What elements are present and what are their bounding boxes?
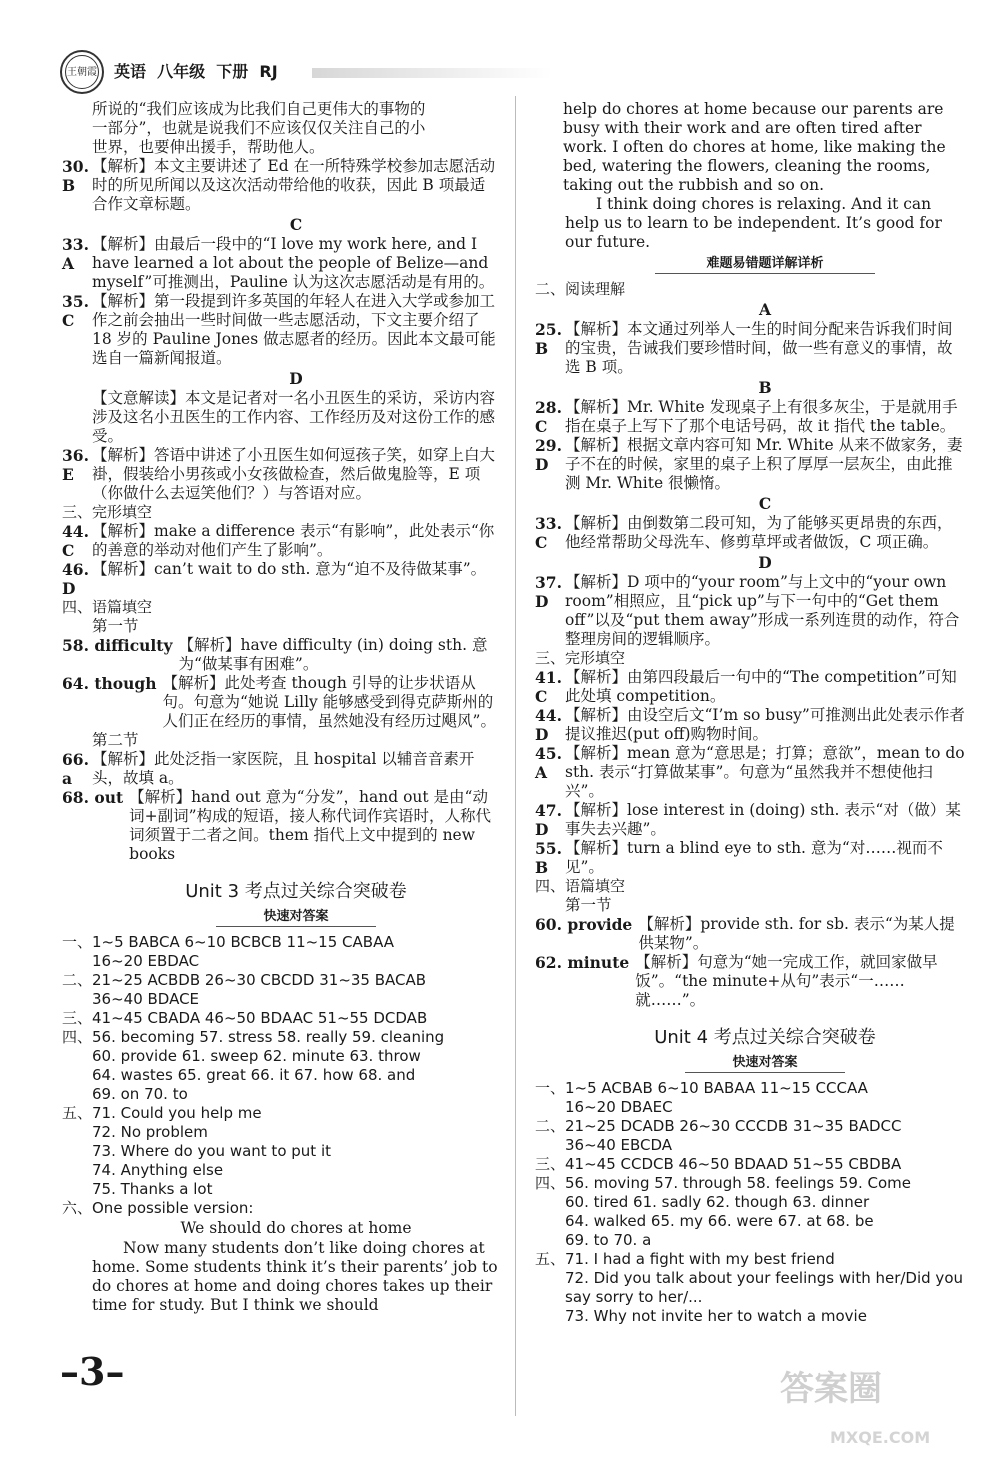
- answer-item: [62, 292, 500, 368]
- answer-key-line: 69. to 70. a: [565, 1231, 652, 1249]
- answer-number: 58. difficulty: [62, 636, 173, 655]
- answer-item: [62, 788, 500, 864]
- answer-key-line: 73. Where do you want to put it: [92, 1142, 331, 1160]
- answer-explanation: 【解析】根据文章内容可知 Mr. White 从来不做家务，妻子不在的时候，家里的桌子上积了厚厚一层灰尘，由此推测 Mr. White 很懒惰。: [565, 436, 963, 492]
- answer-key-line: 二、21~25 DCADB 26~30 CCCDB 31~35 BADCC: [535, 1117, 902, 1135]
- answer-item: [535, 915, 965, 953]
- answer-key-line: 36~40 BDACE: [92, 990, 200, 1008]
- answer-key-line: 73. Why not invite her to watch a movie: [565, 1307, 867, 1325]
- answer-item: [62, 157, 500, 214]
- answer-explanation: 【解析】turn a blind eye to sth. 意为“对……视而不见”。: [565, 839, 943, 876]
- answer-number: 33. A: [62, 235, 89, 273]
- answer-explanation: 【解析】由倒数第二段可知，为了能够买更昂贵的东西，他经常帮助父母洗车、修剪草坪或者做饭，C 项正确。: [565, 514, 953, 551]
- section-letter: C: [289, 215, 303, 234]
- answer-key-line: 三、41~45 CBADA 46~50 BDAAC 51~55 DCDAB: [62, 1009, 428, 1027]
- answer-key-line: 60. provide 61. sweep 62. minute 63. throw: [92, 1047, 421, 1065]
- answer-item: [535, 706, 965, 744]
- left-column: [62, 100, 500, 1315]
- text-line: 所说的“我们应该成为比我们自己更伟大的事物的: [92, 100, 426, 118]
- page-number: –3–: [60, 1349, 125, 1394]
- answer-number: 30. B: [62, 157, 89, 195]
- answer-key-line: 四、56. becoming 57. stress 58. really 59. cleaning: [62, 1028, 445, 1046]
- answer-item: [535, 744, 965, 801]
- subsection-heading: 第一节: [565, 896, 612, 914]
- answer-item: [62, 235, 500, 292]
- section-letter: A: [758, 300, 772, 319]
- answer-explanation: 【解析】provide sth. for sb. 表示“为某人提供某物”。: [638, 915, 955, 952]
- header-decoration: [312, 68, 552, 78]
- answer-number: 28. C: [535, 398, 562, 436]
- answer-number: 41. C: [535, 668, 562, 706]
- answer-number: 35. C: [62, 292, 89, 330]
- answer-explanation: 【解析】hand out 意为“分发”，hand out 是由“动词+副词”构成的短语，接人称代词作宾语时，人称代词须置于二者之间。them 指代上文中提到的 new books: [129, 788, 492, 863]
- section-letter: B: [758, 378, 772, 397]
- answer-explanation: 【解析】此处泛指一家医院，且 hospital 以辅音音素开头，故填 a。: [92, 750, 475, 787]
- answer-explanation: 【解析】can’t wait to do sth. 意为“迫不及待做某事”。: [92, 560, 487, 578]
- answer-key-line: 五、71. I had a fight with my best friend: [535, 1250, 835, 1268]
- essay-paragraph: help do chores at home because our parents are busy with their work and are often tired after work. I often do chores at home, like making the bed, watering the flowers, cleaning the rooms, taking out the rubbish and so on.: [563, 100, 946, 194]
- answer-number: 33. C: [535, 514, 562, 552]
- answer-explanation: 【解析】由设空后文“I’m so busy”可推测出此处表示作者提议推迟(put off)购物时间。: [565, 706, 965, 743]
- text-line: 一部分”，也就是说我们不应该仅仅关注自己的小: [92, 119, 426, 137]
- answer-key-line: 60. tired 61. sadly 62. though 63. dinner: [565, 1193, 870, 1211]
- answer-key-line: 64. wastes 65. great 66. it 67. how 68. and: [92, 1066, 416, 1084]
- answer-item: [535, 573, 965, 649]
- section-heading: 三、完形填空: [535, 649, 626, 667]
- section-heading: 四、语篇填空: [62, 598, 153, 616]
- answer-item: [535, 514, 965, 552]
- answer-explanation: 【解析】have difficulty (in) doing sth. 意为“做某事有困难”。: [178, 636, 488, 673]
- answer-key-line: 69. on 70. to: [92, 1085, 188, 1103]
- answer-explanation: 【解析】lose interest in (doing) sth. 表示“对（做）某事失去兴趣”。: [565, 801, 961, 838]
- answer-explanation: 【解析】句意为“她一完成工作，就回家做早饭”。“the minute+从句”表示“一……就……”。: [635, 953, 938, 1009]
- section-heading: 四、语篇填空: [535, 877, 626, 895]
- answer-key-line: 74. Anything else: [92, 1161, 224, 1179]
- answer-number: 47. D: [535, 801, 562, 839]
- answer-explanation: 【解析】由最后一段中的“I love my work here, and I have learned a lot about the people of Belize—and myself”可推测出，Pauline 认为这次志愿活动是有用的。: [92, 235, 495, 291]
- watermark-logo: 答案圈: [780, 1369, 882, 1409]
- answer-item: [62, 446, 500, 503]
- unit-title: Unit 4 考点过关综合突破卷: [654, 1027, 876, 1048]
- section-letter: C: [758, 494, 772, 513]
- answer-number: 60. provide: [535, 915, 633, 934]
- passage-note: 【文意解读】本文是记者对一名小丑医生的采访，采访内容涉及这名小丑医生的工作内容、工作经历及对这份工作的感受。: [92, 389, 496, 445]
- section-heading: 二、阅读理解: [535, 280, 626, 298]
- answer-key-line: 72. No problem: [92, 1123, 208, 1141]
- answer-key: [62, 933, 500, 1218]
- answer-item: [62, 750, 500, 788]
- answer-item: [535, 320, 965, 377]
- section-heading: 三、完形填空: [62, 503, 153, 521]
- column-divider: [515, 96, 516, 1416]
- answer-number: 66. a: [62, 750, 89, 788]
- answer-explanation: 【解析】mean 意为“意思是；打算；意欲”，mean to do sth. 表示“打算做某事”。句意为“虽然我并不想使他扫兴”。: [565, 744, 965, 800]
- answer-key: [535, 1079, 965, 1326]
- answer-explanation: 【解析】Mr. White 发现桌子上有很多灰尘，于是就用手指在桌子上写下了那个电话号码，故 it 指代 the table。: [565, 398, 958, 435]
- answer-explanation: 【解析】本文通过列举人一生的时间分配来告诉我们时间的宝贵，告诫我们要珍惜时间，做一些有意义的事情，故选 B 项。: [565, 320, 953, 376]
- unit-title: Unit 3 考点过关综合突破卷: [185, 881, 407, 902]
- answer-number: 37. D: [535, 573, 562, 611]
- answer-number: 55. B: [535, 839, 562, 877]
- answer-number: 44. C: [62, 522, 89, 560]
- answer-key-line: 16~20 EBDAC: [92, 952, 200, 970]
- page-header: [62, 56, 962, 90]
- answer-key-line: 16~20 DBAEC: [565, 1098, 673, 1116]
- quick-answer-banner: 快速对答案: [216, 907, 376, 927]
- essay-paragraph: I think doing chores is relaxing. And it can help us to learn to be independent. It’s good for our future.: [565, 195, 942, 251]
- answer-key-line: 一、1~5 BABCA 6~10 BCBCB 11~15 CABAA: [62, 933, 395, 951]
- publisher-logo: [60, 50, 104, 94]
- answer-item: [535, 398, 965, 436]
- answer-item: [535, 839, 965, 877]
- answer-explanation: 【解析】由第四段最后一句中的“The competition”可知此处填 competition。: [565, 668, 957, 705]
- watermark-url: MXQE.COM: [830, 1428, 931, 1447]
- answer-number: 44. D: [535, 706, 562, 744]
- answer-item: [62, 674, 500, 731]
- answer-key-line: 75. Thanks a lot: [92, 1180, 213, 1198]
- answer-number: 68. out: [62, 788, 124, 807]
- answer-key-line: 36~40 EBCDA: [565, 1136, 673, 1154]
- hard-question-banner: 难题易错题详解详析: [655, 254, 875, 274]
- answer-number: 29. D: [535, 436, 562, 474]
- answer-item: [535, 801, 965, 839]
- section-letter: D: [289, 369, 303, 388]
- answer-explanation: 【解析】此处考查 though 引导的让步状语从句。句意为“她说 Lilly 能够感受到得克萨斯州的人们正在经历的事情，虽然她没有经历过飓风”。: [162, 674, 496, 730]
- answer-key-line: 二、21~25 ACBDB 26~30 CBCDD 31~35 BACAB: [62, 971, 427, 989]
- subsection-heading: 第一节: [92, 617, 139, 635]
- right-column: [535, 100, 965, 1326]
- answer-key-line: 五、71. Could you help me: [62, 1104, 262, 1122]
- answer-item: [535, 436, 965, 493]
- answer-number: 46. D: [62, 560, 89, 598]
- answer-key-line: 六、One possible version:: [62, 1199, 254, 1217]
- answer-item: [62, 522, 500, 560]
- answer-item: [62, 560, 500, 598]
- answer-number: 64. though: [62, 674, 157, 693]
- answer-number: 62. minute: [535, 953, 630, 972]
- answer-number: 25. B: [535, 320, 562, 358]
- answer-key-line: 一、1~5 ACBAB 6~10 BABAA 11~15 CCCAA: [535, 1079, 868, 1097]
- answer-explanation: 【解析】本文主要讲述了 Ed 在一所特殊学校参加志愿活动时的所见所闻以及这次活动带给他的收获，因此 B 项最适合作文章标题。: [92, 157, 496, 213]
- answer-explanation: 【解析】答语中讲述了小丑医生如何逗孩子笑，如穿上白大褂，假装给小男孩或小女孩做检查，然后做鬼脸等，E 项（你做什么去逗笑他们？）与答语对应。: [92, 446, 496, 502]
- answer-key-line: 72. Did you talk about your feelings with her/Did you say sorry to her/...: [565, 1269, 963, 1306]
- essay-title: We should do chores at home: [180, 1219, 412, 1237]
- quick-answer-banner: 快速对答案: [685, 1053, 845, 1073]
- answer-item: [535, 668, 965, 706]
- answer-item: [535, 953, 965, 1010]
- subsection-heading: 第二节: [92, 731, 139, 749]
- section-letter: D: [758, 553, 772, 572]
- answer-explanation: 【解析】make a difference 表示“有影响”，此处表示“你的善意的举动对他们产生了影响”。: [92, 522, 495, 559]
- answer-key-line: 三、41~45 CCDCB 46~50 BDAAD 51~55 CBDBA: [535, 1155, 902, 1173]
- answer-number: 36. E: [62, 446, 89, 484]
- answer-number: 45. A: [535, 744, 562, 782]
- answer-key-line: 64. walked 65. my 66. were 67. at 68. be: [565, 1212, 874, 1230]
- answer-explanation: 【解析】第一段提到许多英国的年轻人在进入大学或参加工作之前会抽出一些时间做一些志愿活动，下文主要介绍了 18 岁的 Pauline Jones 做志愿者的经历。因此本文最可能选自一篇新闻报道。: [92, 292, 496, 367]
- header-title: 英语 八年级 下册 RJ: [114, 62, 278, 81]
- logo-text: 王朝霞: [67, 66, 97, 78]
- text-line: 世界，也要伸出援手，帮助他人。: [92, 138, 325, 156]
- answer-item: [62, 636, 500, 674]
- page-number-value: 3: [79, 1349, 106, 1394]
- essay-paragraph: Now many students don’t like doing chores at home. Some students think it’s their parents’ job to do chores at home and doing chores takes up their time for study. But I think we should: [92, 1239, 498, 1314]
- answer-explanation: 【解析】D 项中的“your room”与上文中的“your own room”相照应，且“pick up”与下一句中的“Get them off”以及“put them away”形成一系列连贯的动作，符合整理房间的逻辑顺序。: [565, 573, 960, 648]
- answer-key-line: 四、56. moving 57. through 58. feelings 59. Come: [535, 1174, 912, 1192]
